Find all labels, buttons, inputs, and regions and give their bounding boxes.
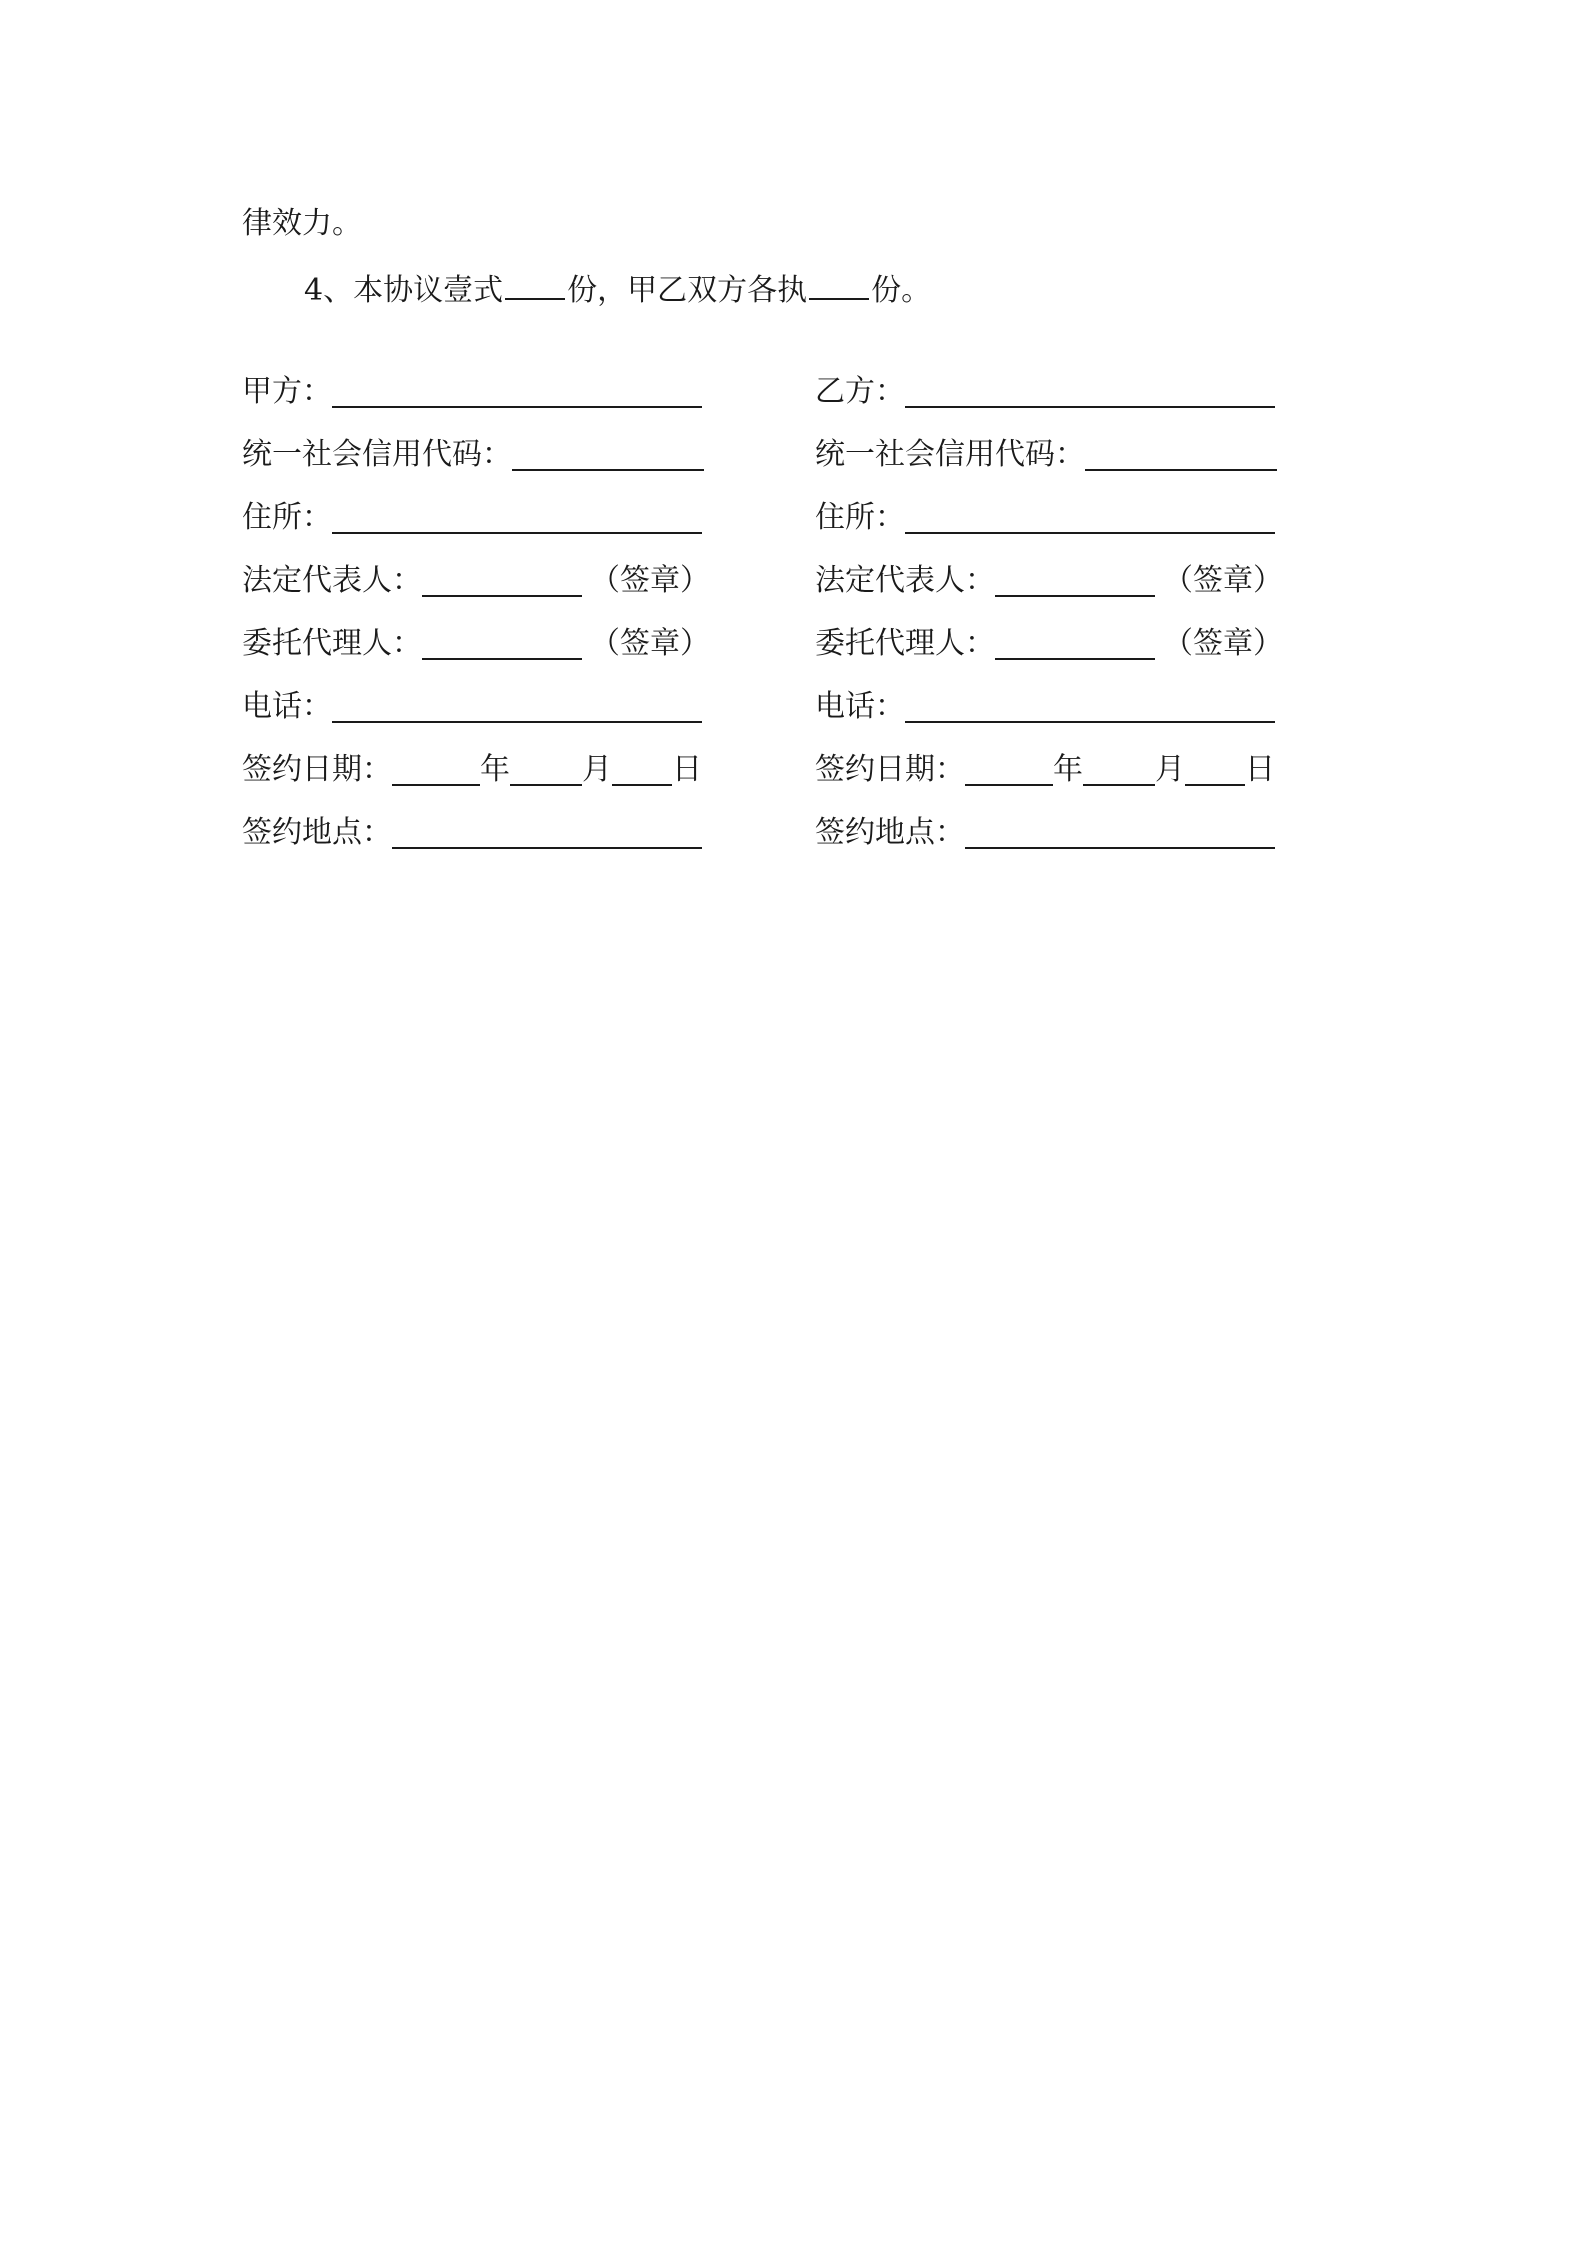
party-b-date-label: 签约日期：: [815, 752, 965, 787]
party-b-address-row: [815, 498, 1275, 538]
party-b-credit-row: [815, 435, 1277, 475]
party-b-agent-label: 委托代理人：: [815, 626, 995, 661]
party-b-phone-row: [815, 687, 1275, 727]
party-a-address-row: [242, 498, 702, 538]
party-b-date-row: [815, 750, 1275, 790]
continuation-text: 律效力。: [242, 206, 362, 241]
clause-4-suffix: 份。: [871, 273, 932, 308]
copies-total-blank[interactable]: [505, 268, 565, 300]
party-b-name-row: [815, 372, 1275, 412]
party-a-credit-field[interactable]: [512, 439, 704, 471]
party-a-place-label: 签约地点：: [242, 815, 392, 850]
party-a-agent-label: 委托代理人：: [242, 626, 422, 661]
party-b-credit-field[interactable]: [1085, 439, 1277, 471]
party-b-address-label: 住所：: [815, 500, 905, 535]
party-a-year-label: 年: [480, 752, 510, 787]
party-b-agent-seal: （签章）: [1163, 626, 1283, 661]
party-a-address-field[interactable]: [332, 502, 702, 534]
copies-each-blank[interactable]: [809, 268, 869, 300]
party-a-place-row: [242, 813, 702, 853]
party-a-year-field[interactable]: [392, 754, 480, 786]
clause-4-prefix: 4、本协议壹式: [304, 273, 504, 308]
party-a-legal-rep-label: 法定代表人：: [242, 563, 422, 598]
party-a-agent-field[interactable]: [422, 628, 582, 660]
party-a-legal-rep-seal: （签章）: [590, 563, 710, 598]
party-a-phone-row: [242, 687, 702, 727]
party-a-agent-row: [242, 624, 710, 664]
party-a-credit-label: 统一社会信用代码：: [242, 437, 512, 472]
party-b-day-field[interactable]: [1185, 754, 1245, 786]
party-a-day-field[interactable]: [612, 754, 672, 786]
party-b-phone-field[interactable]: [905, 691, 1275, 723]
party-b-agent-row: [815, 624, 1283, 664]
party-a-date-row: [242, 750, 702, 790]
party-a-place-field[interactable]: [392, 817, 702, 849]
party-a-month-field[interactable]: [510, 754, 582, 786]
party-b-legal-rep-row: [815, 561, 1283, 601]
party-a-name-label: 甲方：: [242, 374, 332, 409]
party-b-place-field[interactable]: [965, 817, 1275, 849]
party-b-day-label: 日: [1245, 752, 1275, 787]
party-b-month-label: 月: [1155, 752, 1185, 787]
party-a-agent-seal: （签章）: [590, 626, 710, 661]
party-b-address-field[interactable]: [905, 502, 1275, 534]
party-b-legal-rep-field[interactable]: [995, 565, 1155, 597]
party-a-legal-rep-row: [242, 561, 710, 601]
party-b-phone-label: 电话：: [815, 689, 905, 724]
party-b-credit-label: 统一社会信用代码：: [815, 437, 1085, 472]
party-b-month-field[interactable]: [1083, 754, 1155, 786]
party-a-phone-label: 电话：: [242, 689, 332, 724]
party-b-place-label: 签约地点：: [815, 815, 965, 850]
party-a-phone-field[interactable]: [332, 691, 702, 723]
party-b-agent-field[interactable]: [995, 628, 1155, 660]
party-a-name-field[interactable]: [332, 376, 702, 408]
party-a-name-row: [242, 372, 702, 412]
party-a-day-label: 日: [672, 752, 702, 787]
party-b-year-field[interactable]: [965, 754, 1053, 786]
party-b-legal-rep-seal: （签章）: [1163, 563, 1283, 598]
party-b-legal-rep-label: 法定代表人：: [815, 563, 995, 598]
party-a-address-label: 住所：: [242, 500, 332, 535]
clause-4-middle: 份，甲乙双方各执: [567, 273, 808, 308]
party-a-credit-row: [242, 435, 704, 475]
party-a-month-label: 月: [582, 752, 612, 787]
party-a-date-label: 签约日期：: [242, 752, 392, 787]
party-b-name-label: 乙方：: [815, 374, 905, 409]
clause-4: [304, 268, 931, 311]
party-b-name-field[interactable]: [905, 376, 1275, 408]
party-b-place-row: [815, 813, 1275, 853]
party-b-year-label: 年: [1053, 752, 1083, 787]
party-a-legal-rep-field[interactable]: [422, 565, 582, 597]
